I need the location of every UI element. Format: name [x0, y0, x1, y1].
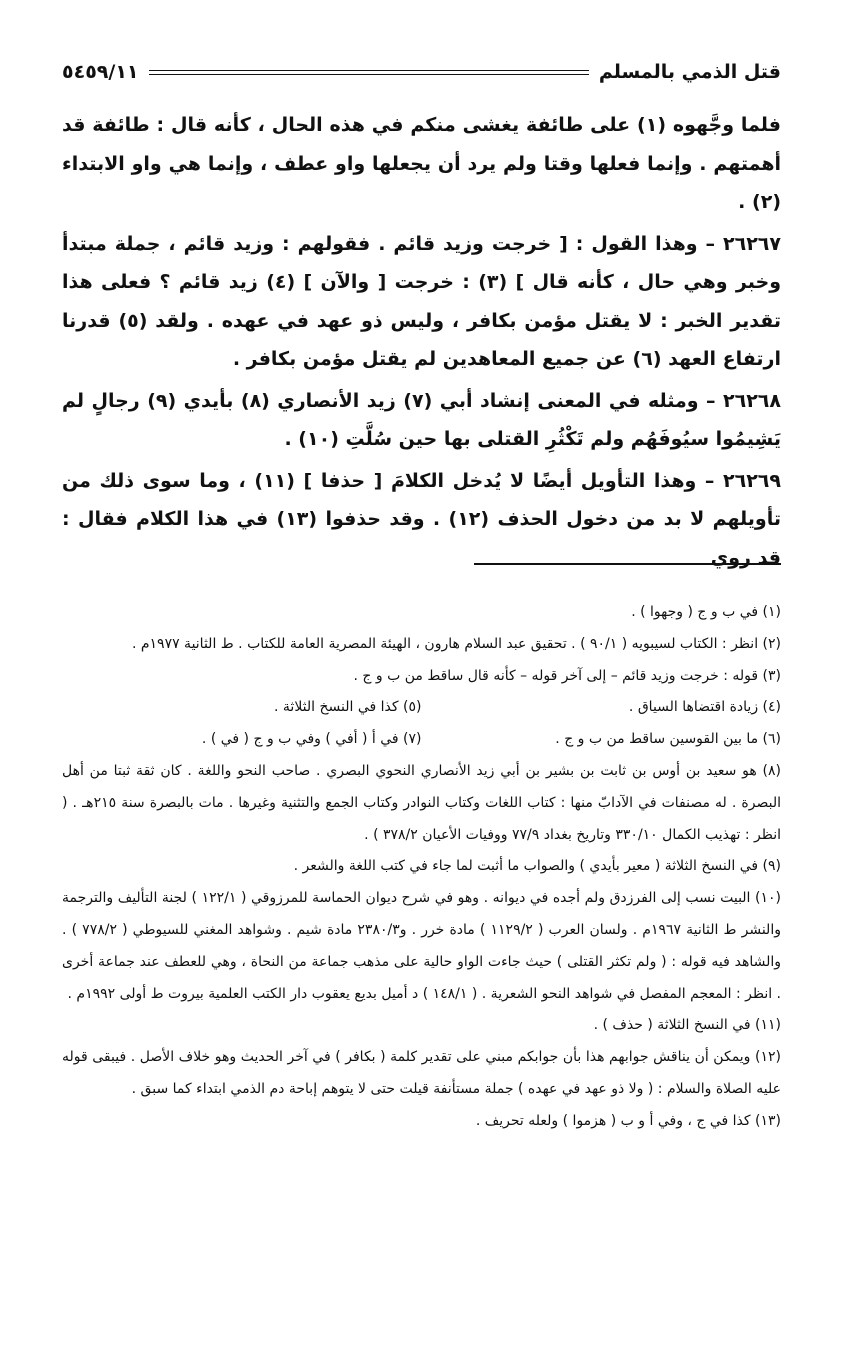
paragraph-number: ٢٦٢٦٩	[723, 469, 781, 492]
paragraph-text: – وهذا التأويل أيضًا لا يُدخل الكلامَ [ حذفا ] (١١) ، وما سوى ذلك من تأويلهم لا بد من دخول الحذف (١٢) . وقد حذفوا (١٣) في هذا الكلام فقال : قد روي	[62, 469, 782, 569]
main-text	[62, 106, 781, 580]
paragraph-26269	[62, 462, 781, 578]
footnote-12: (١٢) ويمكن أن يناقش جوابهم هذا بأن جوابكم مبني على تقدير كلمة ( بكافر ) في آخر الحديث وهو خلاف الأصل . فيبقى قوله عليه الصلاة والسلام : ( ولا ذو عهد في عهده ) جملة مستأنفة قيلت حتى لا يتوهم إباحة دم الذمي ابتداء كما سبق .	[62, 1049, 781, 1097]
footnote-13: (١٣) كذا في ج ، وفي أ و ب ( هزموا ) ولعله تحريف .	[475, 1112, 781, 1129]
paragraph-1	[62, 106, 781, 222]
running-header	[62, 52, 781, 92]
footnote-6: (٦) ما بين القوسين ساقط من ب و ج .	[555, 731, 781, 748]
footnote-8: (٨) هو سعيد بن أوس بن ثابت بن بشير بن أبي زيد الأنصاري النحوي البصري . صاحب النحو واللغة . كان ثقة ثبتا من أهل البصرة . له مصنفات في الآدابّ منها : كتاب اللغات وكتاب النوادر وكتاب الجمع والتثنية وغيرها . مات بالبصرة سنة ٢١٥هـ . ( انظر : تهذيب الكمال ٣٣٠/١٠ وتاريخ بغداد ٧٧/٩ ووفيات الأعيان ٣٧٨/٢ ) .	[62, 762, 782, 843]
footnote-row-4-5	[62, 692, 781, 724]
footnote-7: (٧) في أ ( أفي ) وفي ب و ج ( في ) .	[201, 731, 422, 748]
footnote-3: (٣) قوله : خرجت وزيد قائم – إلى آخر قوله – كأنه قال ساقط من ب و ج .	[353, 667, 781, 684]
paragraph-text: – وهذا القول : [ خرجت وزيد قائم . فقولهم : وزيد قائم ، جملة مبتدأ وخبر وهي حال ، كأنه قال ] (٣) : خرجت [ والآن ] (٤) زيد قائم ؟ فعلى هذا تقدير الخبر : لا يقتل مؤمن بكافر ، وليس ذو عهد في عهده . ولقد (٥) قدرنا ارتفاع العهد (٦) عن جميع المعاهدين لم يقتل مؤمن بكافر .	[62, 232, 782, 370]
footnote-divider	[474, 563, 781, 565]
page-number: ٥٤٥٩/١١	[62, 61, 139, 83]
paragraph-number: ٢٦٢٦٨	[723, 389, 781, 412]
footnote-9: (٩) في النسخ الثلاثة ( معير بأيدي ) والصواب ما أثبت لما جاء في كتب اللغة والشعر .	[293, 858, 781, 875]
paragraph-text: – ومثله في المعنى إنشاد أبي (٧) زيد الأنصاري (٨) بأيدي (٩) رجالٍ لم يَشِيمُوا سيُوفَهُم ولم تَكْثُرِ القتلى بها حين سُلَّتِ (١٠) .	[62, 389, 781, 450]
footnote-2: (٢) انظر : الكتاب لسيبويه ( ٩٠/١ ) . تحقيق عبد السلام هارون ، الهيئة المصرية العامة للكتاب . ط الثانية ١٩٧٧م .	[131, 635, 781, 652]
paragraph-number: ٢٦٢٦٧	[723, 232, 781, 255]
footnote-5: (٥) كذا في النسخ الثلاثة .	[274, 699, 422, 716]
paragraph-26268	[62, 382, 781, 459]
header-title: قتل الذمي بالمسلم	[598, 61, 781, 83]
paragraph-26267	[62, 225, 781, 379]
footnote-10: (١٠) البيت نسب إلى الفرزدق ولم أجده في ديوانه . وهو في شرح ديوان الحماسة للمرزوقي ( ١٢٢/١ ) لجنة التأليف والترجمة والنشر ط الثانية ١٩٦٧م . ولسان العرب ( ١١٢٩/٢ ) مادة خرر . و٢٣٨٠/٣ مادة شيم . وشواهد المغني للسيوطي ( ٧٧٨/٢ ) . والشاهد فيه قوله : ( ولم تكثر القتلى ) حيث جاءت الواو حالية على مذهب جماعة من النحاة ، وهي للعطف عند جماعة أخرى . انظر : المعجم المفصل في شواهد النحو الشعرية . ( ١٤٨/١ ) د أميل بديع يعقوب دار الكتب العلمية بيروت ط أولى ١٩٩٢م .	[62, 890, 782, 1002]
footnote-row-6-7	[62, 724, 781, 756]
footnote-11: (١١) في النسخ الثلاثة ( حذف ) .	[593, 1017, 781, 1034]
footnote-4: (٤) زيادة اقتضاها السياق .	[628, 699, 781, 716]
footnote-1: (١) في ب و ج ( وجهوا ) .	[631, 604, 781, 620]
paragraph-text: فلما وجَّهوه (١) على طائفة يغشى منكم في هذه الحال ، كأنه قال : طائفة قد أهمتهم . وإنما فعلها وقتا ولم يرد أن يجعلها واو عطف ، وإنما هي واو الابتداء (٢) .	[62, 114, 781, 213]
footnotes	[62, 597, 781, 1138]
header-rule	[149, 70, 589, 75]
